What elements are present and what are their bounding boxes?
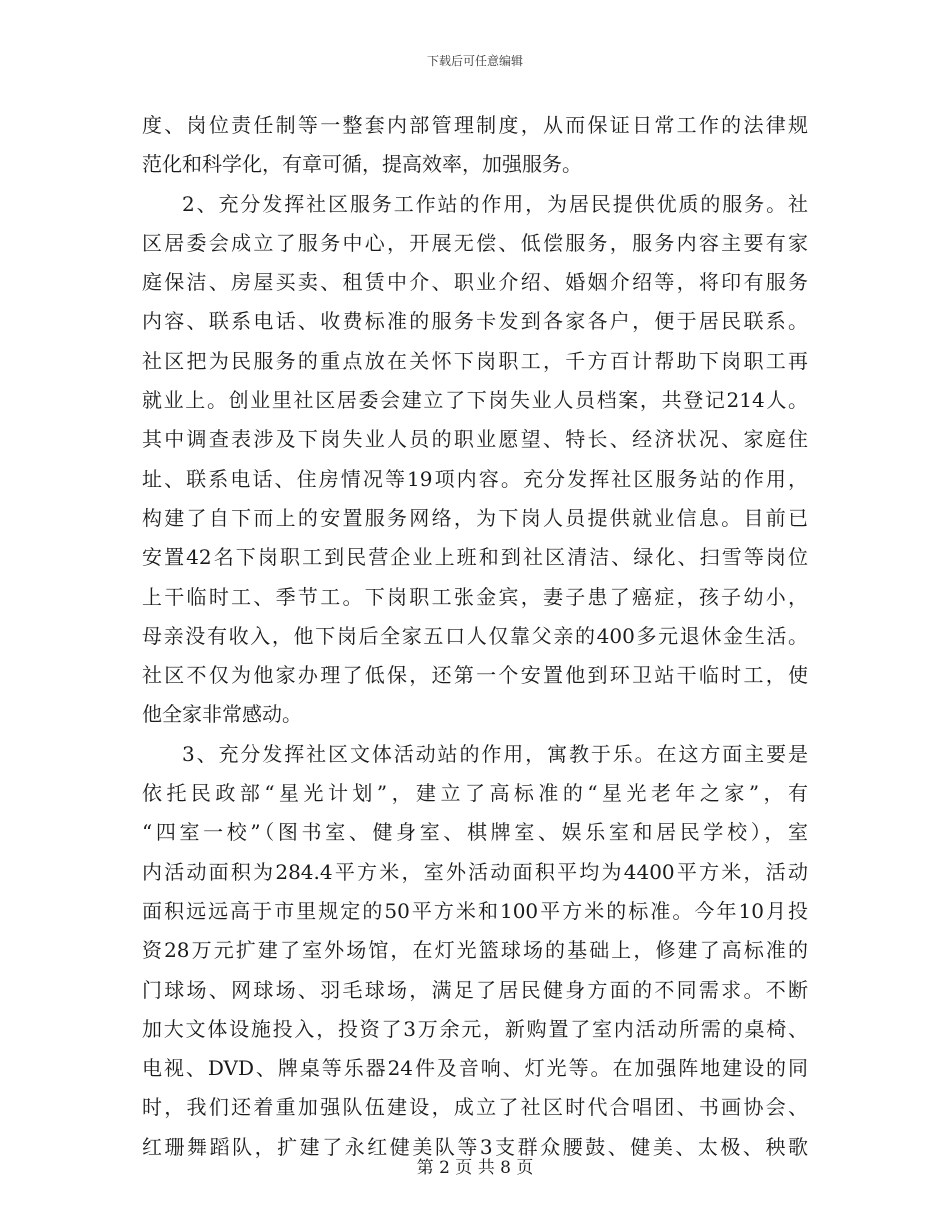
- text-line: 3、充分发挥社区文体活动站的作用，寓教于乐。在这方面主要是: [182, 741, 808, 766]
- text-line: 门球场、网球场、羽毛球场，满足了居民健身方面的不同需求。不断: [142, 977, 808, 1002]
- page-footer: 第 2 页 共 8 页: [416, 1158, 534, 1178]
- text-line: 内活动面积为284.4平方米，室外活动面积平均为4400平方米，活动: [142, 859, 808, 884]
- text-line: 内容、联系电话、收费标准的服务卡发到各家各户，便于居民联系。: [142, 309, 808, 334]
- document-body: [142, 106, 808, 1167]
- text-line: 范化和科学化，有章可循，提高效率，加强服务。: [142, 152, 582, 177]
- text-line: 资28万元扩建了室外场馆，在灯光篮球场的基础上，修建了高标准的: [142, 938, 808, 963]
- page-header: 下载后可任意编辑: [426, 54, 523, 68]
- text-line: 安置42名下岗职工到民营企业上班和到社区清洁、绿化、扫雪等岗位: [142, 545, 808, 570]
- text-line: 其中调查表涉及下岗失业人员的职业愿望、特长、经济状况、家庭住: [142, 427, 808, 452]
- text-line: 加大文体设施投入，投资了3万余元，新购置了室内活动所需的桌椅、: [142, 1016, 808, 1041]
- text-line: 社区不仅为他家办理了低保，还第一个安置他到环卫站干临时工，使: [142, 663, 808, 688]
- text-line: 度、岗位责任制等一整套内部管理制度，从而保证日常工作的法律规: [142, 113, 808, 137]
- text-line: 庭保洁、房屋买卖、租赁中介、职业介绍、婚姻介绍等，将印有服务: [142, 270, 808, 295]
- text-line: 区居委会成立了服务中心，开展无偿、低偿服务，服务内容主要有家: [142, 230, 808, 255]
- text-line: “四室一校”（图书室、健身室、棋牌室、娱乐室和居民学校），室: [142, 820, 808, 845]
- text-line: 时，我们还着重加强队伍建设，成立了社区时代合唱团、书画协会、: [142, 1095, 808, 1120]
- text-line: 依托民政部“星光计划”，建立了高标准的“星光老年之家”，有: [142, 781, 808, 806]
- text-line: 上干临时工、季节工。下岗职工张金宾，妻子患了癌症，孩子幼小，: [142, 584, 808, 609]
- text-line: 电视、DVD、牌桌等乐器24件及音响、灯光等。在加强阵地建设的同: [142, 1056, 808, 1081]
- text-line: 红珊舞蹈队，扩建了永红健美队等3支群众腰鼓、健美、太极、秧歌: [142, 1134, 808, 1159]
- text-line: 就业上。创业里社区居委会建立了下岗失业人员档案，共登记214人。: [142, 388, 808, 413]
- text-line: 2、充分发挥社区服务工作站的作用，为居民提供优质的服务。社: [182, 191, 808, 216]
- text-line: 母亲没有收入，他下岗后全家五口人仅靠父亲的400多元退休金生活。: [142, 623, 808, 648]
- text-line: 他全家非常感动。: [142, 702, 302, 727]
- text-line: 构建了自下而上的安置服务网络，为下岗人员提供就业信息。目前已: [142, 505, 808, 530]
- text-line: 址、联系电话、住房情况等19项内容。充分发挥社区服务站的作用，: [142, 466, 808, 491]
- text-line: 面积远远高于市里规定的50平方米和100平方米的标准。今年10月投: [142, 898, 808, 923]
- text-line: 社区把为民服务的重点放在关怀下岗职工，千方百计帮助下岗职工再: [142, 348, 808, 373]
